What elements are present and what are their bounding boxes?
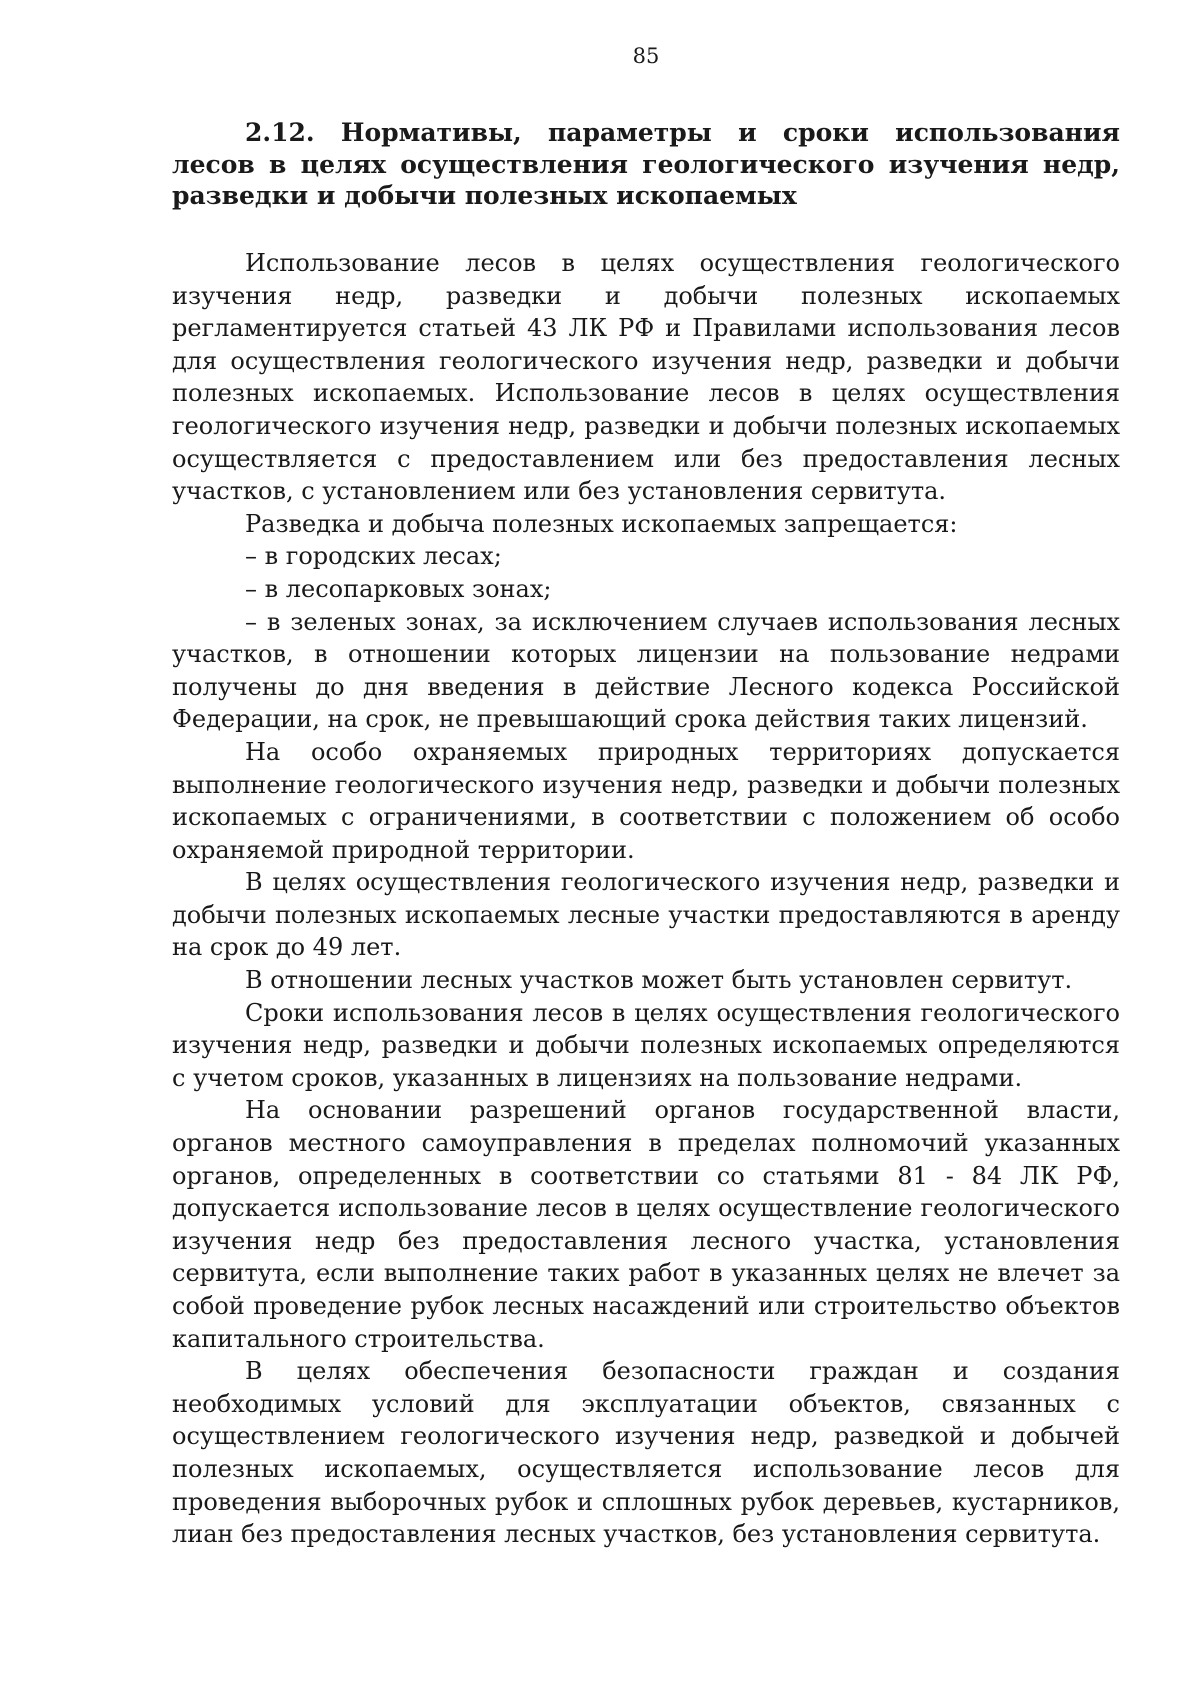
page-number: 85 [632, 44, 660, 68]
paragraph-safety: В целях обеспечения безопасности граждан и создания необходимых условий для эксплуатации объектов, связанных с осуществлением геологического изучения недр, разведкой и добычей полезных ископаемых, осуществляется использование лесов для проведения выборочных рубок и сплошных рубок деревьев, кустарников, лиан без предоставления лесных участков, без установления сервитута. [172, 1357, 1120, 1549]
paragraph-lease-term: В целях осуществления геологического изучения недр, разведки и добычи полезных ископаемых лесные участки предоставляются в аренду на срок до 49 лет. [172, 868, 1120, 962]
list-item: – в городских лесах; [245, 542, 502, 571]
paragraph-permits: На основании разрешений органов государственной власти, органов местного самоуправления в пределах полномочий указанных органов, определенных в соответствии со статьями 81 - 84 ЛК РФ, допускается использование лесов в целях осуществление геологического изучения недр без предоставления лесного участка, установления сервитута, если выполнение таких работ в указанных целях не влечет за собой проведение рубок лесных насаждений или строительство объектов капитального строительства. [172, 1096, 1120, 1353]
list-item: – в лесопарковых зонах; [245, 574, 552, 603]
section-title: 2.12. Нормативы, параметры и сроки использования лесов в целях осуществления геологического изучения недр, разведки и добычи полезных ископаемых [172, 118, 1120, 210]
paragraph-protected-areas: На особо охраняемых природных территориях допускается выполнение геологического изучения недр, разведки и добычи полезных ископаемых с ограничениями, в соответствии с положением об особо охраняемой природной территории. [172, 737, 1120, 864]
paragraph-prohibition: Разведка и добыча полезных ископаемых запрещается: [245, 509, 958, 538]
paragraph-intro: Использование лесов в целях осуществления геологического изучения недр, разведки и добычи полезных ископаемых регламентируется статьей 43 ЛК РФ и Правилами использования лесов для осуществления геологического изучения недр, разведки и добычи полезных ископаемых. Использование лесов в целях осуществления геологического изучения недр, разведки и добычи полезных ископаемых осуществляется с предоставлением или без предоставления лесных участков, с установлением или без установления сервитута. [172, 249, 1120, 506]
document-body [172, 247, 1120, 1551]
paragraph-usage-terms: Сроки использования лесов в целях осуществления геологического изучения недр, разведки и добычи полезных ископаемых определяются с учетом сроков, указанных в лицензиях на пользование недрами. [172, 998, 1120, 1092]
paragraph-servitude: В отношении лесных участков может быть установлен сервитут. [245, 966, 1073, 995]
list-item: – в зеленых зонах, за исключением случаев использования лесных участков, в отношении которых лицензии на пользование недрами получены до дня введения в действие Лесного кодекса Российской Федерации, на срок, не превышающий срока действия таких лицензий. [172, 607, 1120, 734]
